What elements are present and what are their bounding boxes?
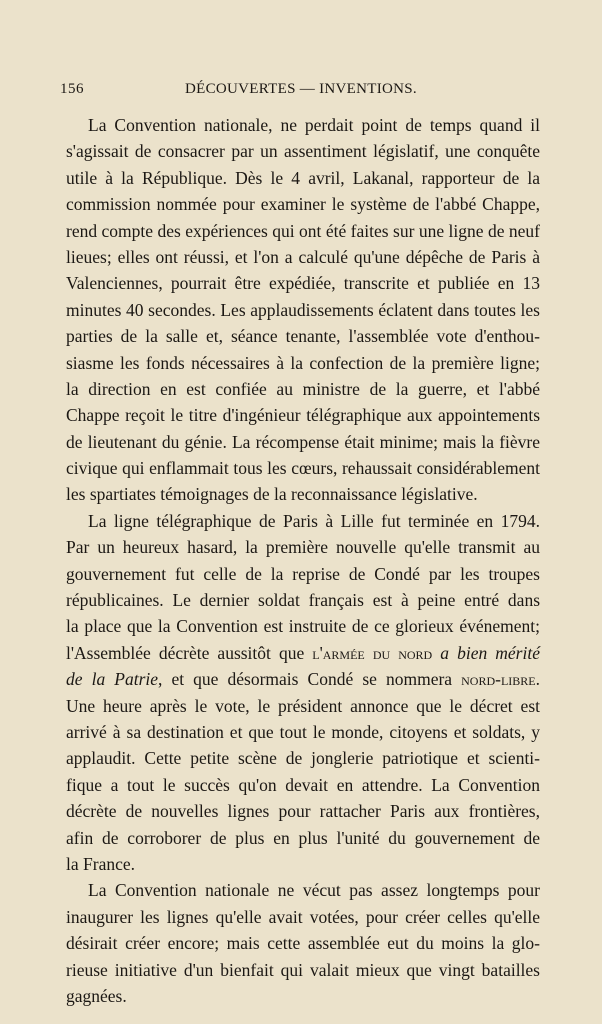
text-line: désirait créer encore; mais cette assemblée eut du moins la glo- — [66, 933, 540, 954]
text-line: fique a tout le succès qu'on devait en attendre. La Convention — [66, 774, 540, 795]
text-line: Chappe reçoit le titre d'ingénieur télégraphique aux appointements — [66, 405, 540, 426]
text-line: inaugurer les lignes qu'elle avait votées, pour créer celles qu'elle — [66, 906, 540, 927]
text-run: l'Assemblée décrète aussitôt que — [66, 642, 313, 663]
text-line: commission nommée pour examiner le système de l'abbé Chappe, — [66, 194, 540, 215]
body-text — [66, 112, 540, 1009]
text-line — [66, 640, 540, 666]
text-line: utile à la République. Dès le 4 avril, Lakanal, rapporteur de la — [66, 167, 540, 188]
smallcaps-run: l'armée du nord — [312, 642, 433, 663]
text-line: arrivé à sa destination et que tout le monde, citoyens et soldats, y — [66, 721, 540, 742]
text-line: afin de corroborer de plus en plus l'unité du gouvernement de — [66, 827, 540, 848]
text-line: La Convention nationale, ne perdait point de temps quand il — [88, 115, 540, 135]
text-line: La ligne télégraphique de Paris à Lille fut terminée en 1794. — [88, 510, 540, 531]
text-line — [66, 666, 540, 692]
text-line: Par un heureux hasard, la première nouvelle qu'elle transmit au — [66, 537, 540, 558]
text-line: applaudit. Cette petite scène de jonglerie patriotique et scienti- — [66, 748, 540, 769]
text-line: les spartiates témoignages de la reconnaissance législative. — [66, 484, 478, 505]
text-line: s'agissait de consacrer par un assentiment législatif, une conquête — [66, 141, 540, 162]
page-header — [60, 81, 542, 105]
text-line: gagnées. — [66, 985, 127, 1006]
text-line: civique qui enflammait tous les cœurs, rehaussait considérablement — [66, 458, 540, 479]
text-line: décrète de nouvelles lignes pour rattacher Paris aux frontières, — [66, 801, 540, 822]
paragraph-2 — [66, 508, 540, 877]
running-title: DÉCOUVERTES — INVENTIONS. — [184, 81, 417, 97]
text-line: Une heure après le vote, le président annonce que le décret est — [66, 695, 540, 716]
text-line: la France. — [66, 853, 135, 874]
text-line: minutes 40 secondes. Les applaudissements éclatent dans toutes les — [66, 299, 540, 320]
italic-run: de la Patrie — [66, 669, 159, 690]
text-line: rend compte des expériences qui ont été faites sur une ligne de neuf — [66, 220, 540, 241]
italic-run: a bien mérité — [432, 642, 540, 663]
page-number: 156 — [60, 81, 84, 97]
text-run: , et que désormais Condé se nommera — [158, 669, 462, 690]
paragraph-3 — [66, 877, 540, 1009]
text-line: la place que la Convention est instruite de ce glorieux événement; — [66, 616, 540, 637]
text-line: rieuse initiative d'un bienfait qui valait mieux que vingt batailles — [66, 959, 540, 980]
text-line: siasme les fonds nécessaires à la confection de la première ligne; — [66, 352, 540, 373]
paragraph-1 — [66, 112, 540, 508]
text-line: gouvernement fut celle de la reprise de Condé par les troupes — [66, 563, 540, 584]
text-line: lieues; elles ont réussi, et l'on a calculé qu'une dépêche de Paris à — [66, 246, 540, 267]
text-line: Valenciennes, pourrait être expédiée, transcrite et publiée en 13 — [66, 273, 540, 294]
text-line: républicaines. Le dernier soldat français est à peine entré dans — [66, 590, 540, 611]
text-line: de lieutenant du génie. La récompense était minime; mais la fièvre — [66, 431, 540, 452]
text-line: La Convention nationale ne vécut pas assez longtemps pour — [88, 880, 540, 901]
smallcaps-run: nord-libre. — [461, 669, 540, 690]
text-line: parties de la salle et, séance tenante, l'assemblée vote d'enthou- — [66, 326, 540, 347]
text-line: la direction en est confiée au ministre de la guerre, et l'abbé — [66, 378, 540, 399]
